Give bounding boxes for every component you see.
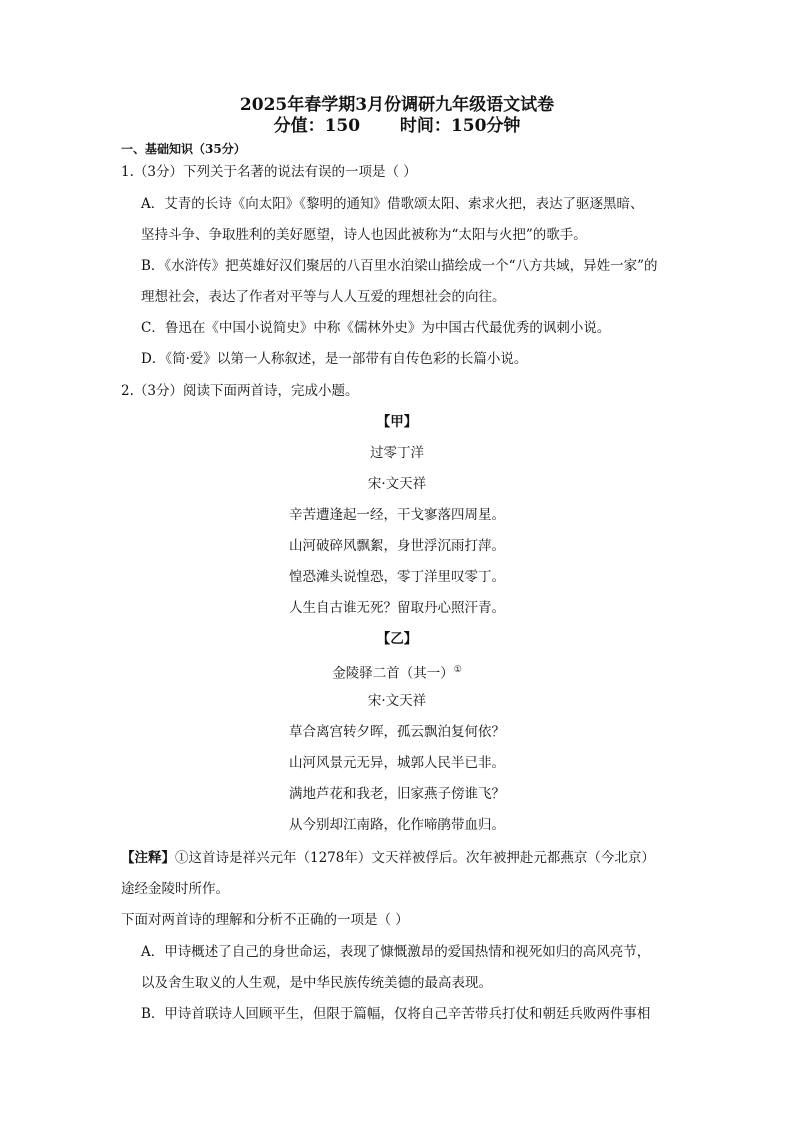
q1-option-b-line1: B．《水浒传》把英雄好汉们聚居的八百里水泊梁山描绘成一个“八方共域，异姓一家”的 — [141, 258, 658, 274]
q1-option-c: C．鲁迅在《中国小说简史》中称《儒林外史》为中国古代最优秀的讽刺小说。 — [141, 320, 611, 336]
poem-b-line: 草合离宫转夕晖，孤云飘泊复何依？ — [289, 724, 505, 740]
poem-b-line: 满地芦花和我老，旧家燕子傍谁飞？ — [289, 786, 505, 802]
section-heading: 一、基础知识（35分） — [121, 142, 246, 156]
poem-b-title-row — [0, 661, 794, 683]
poem-a-title: 过零丁洋 — [370, 445, 424, 461]
q1-option-a-line2: 坚持斗争、争取胜利的美好愿望，诗人也因此被称为“太阳与火把”的歌手。 — [141, 227, 587, 243]
note-line2: 途经金陵时所作。 — [121, 881, 229, 897]
poem-b-line: 山河风景元无异，城郭人民半已非。 — [289, 755, 505, 771]
note-text: ①这首诗是祥兴元年（1278年）文天祥被俘后。次年被押赴元都燕京（今北京） — [175, 850, 655, 866]
poem-a-tag: 【甲】 — [376, 414, 418, 430]
q1-option-d: D．《简·爱》以第一人称叙述，是一部带有自传色彩的长篇小说。 — [141, 351, 528, 367]
q2-option-a-line2: 以及舍生取义的人生观，是中华民族传统美德的最高表现。 — [141, 975, 492, 991]
note-label: 【注释】 — [121, 850, 175, 866]
time-label: 时间：150分钟 — [399, 116, 521, 136]
poem-a-line: 山河破碎风飘絮，身世浮沉雨打萍。 — [289, 538, 505, 554]
poem-b-line: 从今别却江南路，化作啼鹃带血归。 — [289, 817, 505, 833]
poem-b-author: 宋·文天祥 — [367, 693, 427, 709]
exam-meta — [0, 116, 794, 136]
q2-option-a-line1: A．甲诗概述了自己的身世命运，表现了慷慨激昂的爱国热情和视死如归的高风亮节， — [141, 944, 651, 960]
footnote-marker: ① — [453, 665, 462, 675]
q1-option-a-line1: A．艾青的长诗《向太阳》《黎明的通知》借歌颂太阳、索求火把，表达了驱逐黑暗、 — [141, 196, 644, 212]
q1-option-b-line2: 理想社会，表达了作者对平等与人人互爱的理想社会的向往。 — [141, 289, 506, 305]
note-line1 — [121, 849, 655, 867]
poem-a-line: 辛苦遭逢起一经，干戈寥落四周星。 — [289, 507, 505, 523]
poem-a-line: 人生自古谁无死？留取丹心照汗青。 — [289, 600, 505, 616]
poem-a-author: 宋·文天祥 — [367, 476, 427, 492]
poem-a-line: 惶恐滩头说惶恐，零丁洋里叹零丁。 — [289, 569, 505, 585]
q2-option-b-line1: B．甲诗首联诗人回顾平生，但限于篇幅，仅将自己辛苦带兵打仗和朝廷兵败两件事相 — [141, 1006, 651, 1022]
q1-stem: 1.（3分）下列关于名著的说法有误的一项是（ ） — [121, 164, 417, 180]
poem-b-tag: 【乙】 — [376, 631, 418, 647]
score-label: 分值：150 — [273, 116, 361, 136]
q2-sub-stem: 下面对两首诗的理解和分析不正确的一项是（ ） — [121, 912, 409, 928]
poem-b-title: 金陵驿二首（其一） — [332, 665, 454, 682]
exam-title: 2025年春学期3月份调研九年级语文试卷 — [239, 95, 555, 115]
q2-stem: 2.（3分）阅读下面两首诗，完成小题。 — [121, 383, 359, 399]
